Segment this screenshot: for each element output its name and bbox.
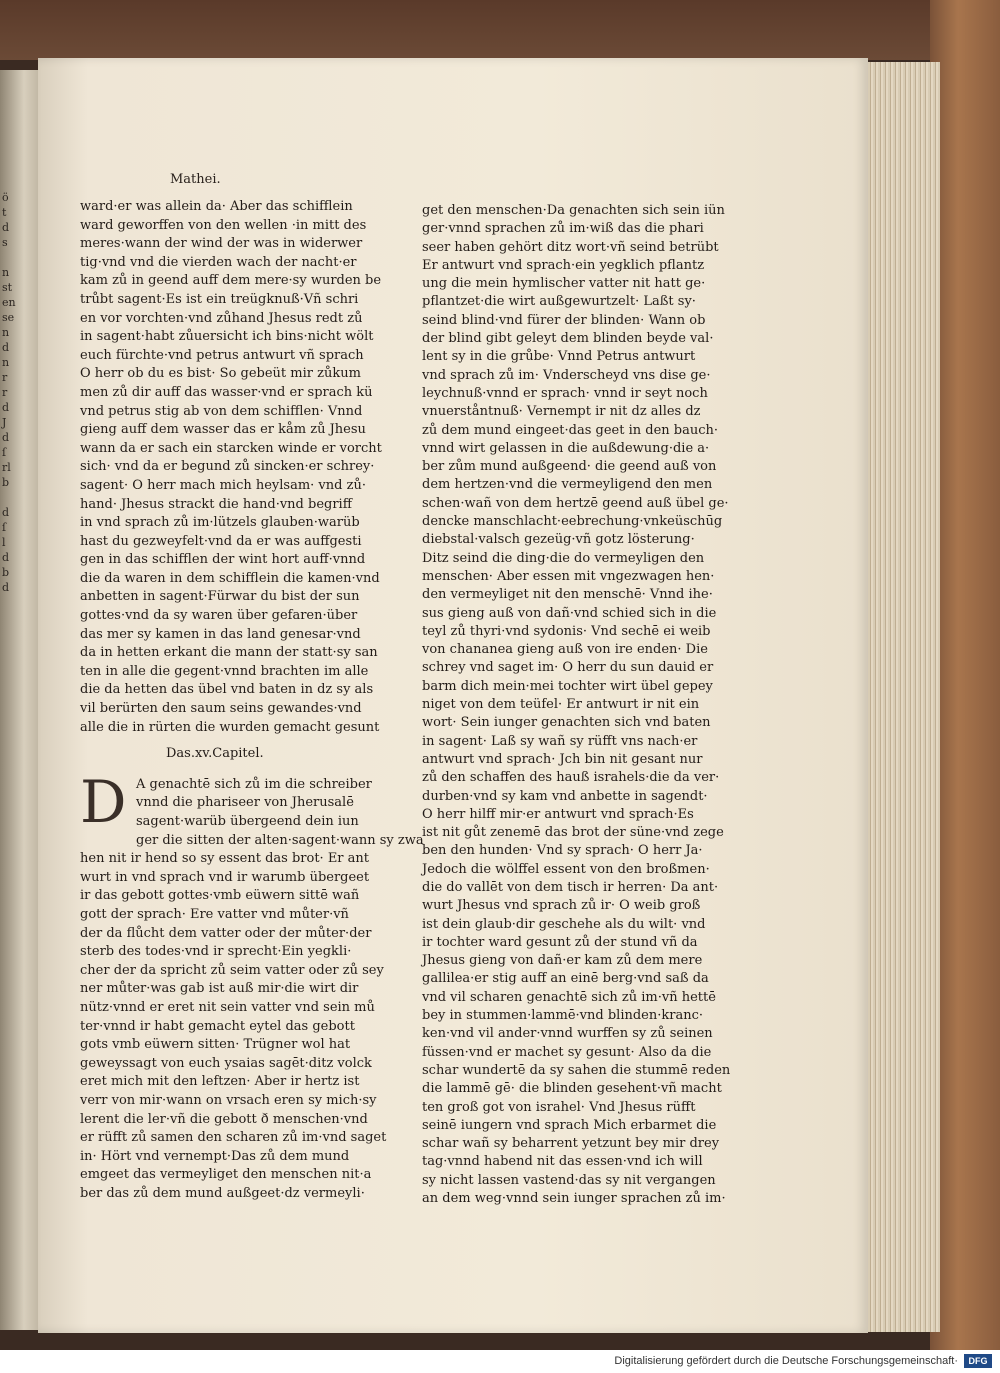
text-line: dencke manschlacht·eebrechung·vnkeüschūg bbox=[422, 514, 723, 530]
text-line: ken·vnd vil ander·vnnd wurffen sy zů seinen bbox=[422, 1026, 713, 1042]
text-line: gen in das schifflen der wint hort auff·vnnd bbox=[80, 552, 366, 568]
text-line: ger die sitten der alten·sagent·wann sy zwa bbox=[136, 832, 424, 848]
text-line: nütz·vnnd er eret nit sein vatter vnd sein mů bbox=[80, 999, 375, 1015]
text-line: hand· Jhesus strackt die hand·vnd begriff bbox=[80, 496, 352, 512]
text-line: der blind gibt geleyt dem blinden beyde val· bbox=[422, 331, 714, 347]
text-line: gott der sprach· Ere vatter vnd můter·vñ bbox=[80, 906, 349, 922]
text-line: lent sy in die grůbe· Vnnd Petrus antwurt bbox=[422, 349, 696, 365]
text-line: ger·vnnd sprachen zů im·wiß das die phari bbox=[422, 221, 704, 237]
text-line: wurt in vnd sprach vnd ir warumb übergeet bbox=[80, 869, 370, 885]
text-line: antwurt vnd sprach· Jch bin nit gesant nur bbox=[422, 751, 703, 767]
text-line: ber zům mund außgeend· die geend auß von bbox=[422, 459, 717, 475]
text-line: dem hertzen·vnd die vermeyligend den men bbox=[422, 477, 713, 493]
text-line: hast du gezweyfelt·vnd da er was auffgesti bbox=[80, 533, 362, 549]
text-line: vnd sprach zů im· Vnderscheyd vns dise ge· bbox=[422, 367, 711, 383]
text-line: tig·vnd vnd die vierden wach der nacht·er bbox=[80, 254, 357, 270]
text-line: ir tochter ward gesunt zů der stund vñ da bbox=[422, 934, 698, 950]
text-line: gallilea·er stig auff an einē berg·vnd saß da bbox=[422, 971, 709, 987]
text-line: wurt Jhesus vnd sprach zů ir· O weib groß bbox=[422, 898, 701, 914]
text-line: die lammē gē· die blinden gesehent·vñ macht bbox=[422, 1081, 722, 1097]
text-line: wort· Sein iunger genachten sich vnd baten bbox=[422, 715, 711, 731]
text-line: vnuerståntnuß· Vernempt ir nit dz alles dz bbox=[422, 404, 701, 420]
text-line: zů den schaffen des hauß israhels·die da ver· bbox=[422, 770, 720, 786]
text-line: trůbt sagent·Es ist ein treügknuß·Vñ schri bbox=[80, 291, 359, 307]
text-line: A genachtē sich zů im die schreiber bbox=[136, 776, 372, 792]
text-line: cher der da spricht zů seim vatter oder zů sey bbox=[80, 962, 384, 978]
chapter-heading: Das.xv.Capitel. bbox=[166, 746, 264, 762]
text-line: en vor vorchten·vnd zůhand Jhesus redt zů bbox=[80, 310, 363, 326]
facing-page bbox=[0, 70, 40, 1330]
text-line: euch fürchte·vnd petrus antwurt vñ sprach bbox=[80, 347, 364, 363]
text-line: gieng auff dem wasser das er kåm zů Jhesu bbox=[80, 422, 366, 438]
text-line: ward geworffen von den wellen ·in mitt des bbox=[80, 217, 367, 233]
text-line: sus gieng auß von dañ·vnd schied sich in die bbox=[422, 605, 717, 621]
text-line: in vnd sprach zů im·lützels glauben·warüb bbox=[80, 515, 360, 531]
text-line: sy nicht lassen vastend·das sy nit vergangen bbox=[422, 1172, 716, 1188]
text-line: die da waren in dem schifflein die kamen·vnd bbox=[80, 570, 380, 586]
left-column-text-1 bbox=[80, 198, 382, 737]
text-line: teyl zů thyri·vnd sydonis· Vnd sechē ei weib bbox=[422, 623, 711, 639]
text-line: den vermeyliget nit den menschē· Vnnd ihe· bbox=[422, 587, 713, 603]
text-line: die da hetten das übel vnd baten in dz sy als bbox=[80, 682, 374, 698]
text-line: ter·vnnd ir habt gemacht eytel das gebott bbox=[80, 1018, 355, 1034]
text-line: Ditz seind die ding·die do vermeyligen den bbox=[422, 550, 705, 566]
text-line: durben·vnd sy kam vnd anbette in sagendt· bbox=[422, 788, 708, 804]
text-line: Jedoch die wölffel essent von den broßmen· bbox=[422, 861, 710, 877]
text-line: eret mich mit den leftzen· Aber ir hertz ist bbox=[80, 1074, 360, 1090]
page-edges bbox=[858, 62, 940, 1332]
text-line: seinē iungern vnd sprach Mich erbarmet die bbox=[422, 1117, 717, 1133]
text-line: in sagent·habt zůuersicht ich bins·nicht wölt bbox=[80, 329, 374, 345]
text-line: die do vallēt von dem tisch ir herren· Da ant· bbox=[422, 879, 719, 895]
text-line: sagent·warüb übergeend dein iun bbox=[136, 814, 359, 829]
text-line: alle die in rürten die wurden gemacht gesunt bbox=[80, 719, 380, 735]
right-column-text bbox=[422, 202, 731, 1208]
text-line: geweyssagt von euch ysaias sagēt·ditz volck bbox=[80, 1055, 372, 1071]
text-line: der da flůcht dem vatter oder der můter·der bbox=[80, 925, 372, 941]
text-line: schar wundertē da sy sahen die stummē reden bbox=[422, 1062, 731, 1078]
text-line: ir das gebott gottes·vmb eüwern sittē wañ bbox=[80, 888, 360, 904]
text-line: ung die mein hymlischer vatter nit hatt ge· bbox=[422, 276, 706, 292]
text-line: seind blind·vnd fürer der blinden· Wann ob bbox=[422, 312, 706, 328]
text-line: ist nit gůt zenemē das brot der süne·vnd zege bbox=[422, 825, 724, 841]
footer-bar bbox=[0, 1350, 1000, 1373]
text-line: an dem weg·vnnd sein iunger sprachen zů im· bbox=[422, 1191, 726, 1207]
text-line: vnd vil scharen genachtē sich zů im·vñ hettē bbox=[422, 989, 716, 1005]
text-line: sagent· O herr mach mich heylsam· vnd zů· bbox=[80, 477, 366, 493]
left-column-text-2 bbox=[80, 767, 424, 1204]
text-line: meres·wann der wind der was in widerwer bbox=[80, 236, 363, 252]
text-line: emgeet das vermeyliget den menschen nit·a bbox=[80, 1167, 372, 1183]
text-line: vnnd die phariseer von Jherusalē bbox=[136, 795, 354, 811]
text-line: leychnuß·vnnd er sprach· vnnd ir seyt noch bbox=[422, 385, 708, 401]
text-line: in sagent· Laß sy wañ sy rüfft vns nach·er bbox=[422, 733, 698, 749]
text-line: anbetten in sagent·Fürwar du bist der sun bbox=[80, 589, 360, 605]
text-line: das mer sy kamen in das land genesar·vnd bbox=[80, 626, 361, 642]
text-line: vnnd wirt gelassen in die außdewung·die a· bbox=[422, 440, 710, 456]
text-line: lerent die ler·vñ die gebott ð menschen·vnd bbox=[80, 1111, 368, 1127]
text-line: er rüfft zů samen den scharen zů im·vnd saget bbox=[80, 1130, 387, 1146]
footer-credit: Digitalisierung gefördert durch die Deutsche Forschungsgemeinschaft· bbox=[614, 1355, 958, 1367]
text-line: tag·vnnd habend nit das essen·vnd ich will bbox=[422, 1154, 703, 1170]
dfg-logo: DFG bbox=[964, 1354, 992, 1368]
text-line: sterb des todes·vnd ir sprecht·Ein yegkli· bbox=[80, 944, 352, 960]
text-line: zů dem mund eingeet·das geet in den bauch· bbox=[422, 422, 718, 438]
text-line: bey in stummen·lammē·vnd blinden·kranc· bbox=[422, 1008, 703, 1024]
text-line: ber das zů dem mund außgeet·dz vermeyli· bbox=[80, 1185, 365, 1201]
text-line: men zů dir auff das wasser·vnd er sprach kü bbox=[80, 384, 373, 400]
left-column bbox=[80, 198, 424, 1203]
chapter-body bbox=[80, 767, 424, 1204]
text-line: gots vmb eüwern sitten· Trügner wol hat bbox=[80, 1037, 351, 1053]
text-line: O herr hilff mir·er antwurt vnd sprach·Es bbox=[422, 806, 694, 822]
initial-letter: D bbox=[80, 767, 127, 836]
text-line: füssen·vnd er machet sy gesunt· Also da die bbox=[422, 1044, 712, 1060]
text-line: wann da er sach ein starcken winde er vorcht bbox=[80, 440, 382, 456]
text-line: schrey vnd saget im· O herr du sun dauid er bbox=[422, 660, 714, 676]
text-line: in· Hört vnd vernempt·Das zů dem mund bbox=[80, 1148, 350, 1164]
text-line: gottes·vnd da sy waren über gefaren·über bbox=[80, 608, 358, 624]
text-line: menschen· Aber essen mit vngezwagen hen· bbox=[422, 568, 715, 584]
text-line: seer haben gehört ditz wort·vñ seind betrübt bbox=[422, 239, 719, 255]
text-line: kam zů in geend auff dem mere·sy wurden be bbox=[80, 273, 382, 289]
facing-page-text: ö t d s n st en se n d n r r d J d ſ rl b d ſ l d b d bbox=[2, 191, 16, 594]
text-line: sich· vnd da er begund zů sincken·er schrey· bbox=[80, 459, 375, 475]
right-column bbox=[422, 202, 731, 1208]
text-line: Jhesus gieng von dañ·er kam zů dem mere bbox=[422, 953, 703, 969]
text-line: da in hetten erkant die mann der statt·sy san bbox=[80, 645, 378, 661]
text-line: ten groß got von israhel· Vnd Jhesus rüfft bbox=[422, 1099, 696, 1115]
running-head: Mathei. bbox=[170, 172, 221, 187]
text-line: ward·er was allein da· Aber das schifflein bbox=[80, 199, 353, 214]
text-line: schar wañ sy beharrent yetzunt bey mir drey bbox=[422, 1136, 720, 1152]
text-line: vnd petrus stig ab von dem schifflen· Vnnd bbox=[80, 403, 363, 419]
text-line: ner můter·was gab ist auß mir·die wirt dir bbox=[80, 981, 359, 997]
text-line: pflantzet·die wirt außgewurtzelt· Laßt sy· bbox=[422, 294, 696, 310]
text-line: schen·wañ von dem hertzē geend auß übel ge· bbox=[422, 495, 729, 511]
text-line: vil berürten den saum seins gewandes·vnd bbox=[80, 701, 362, 717]
book-cover-top bbox=[0, 0, 1000, 60]
text-line: verr von mir·wann on vrsach eren sy mich·sy bbox=[80, 1092, 377, 1108]
text-line: ben den hunden· Vnd sy sprach· O herr Ja· bbox=[422, 843, 703, 859]
text-line: get den menschen·Da genachten sich sein iün bbox=[422, 203, 725, 218]
text-line: Er antwurt vnd sprach·ein yegklich pflantz bbox=[422, 257, 705, 273]
text-line: von chananea gieng auß von ire enden· Die bbox=[422, 642, 708, 658]
text-line: ist dein glaub·dir geschehe als du wilt· vnd bbox=[422, 916, 706, 932]
text-line: hen nit ir hend so sy essent das brot· Er ant bbox=[80, 851, 370, 867]
text-line: O herr ob du es bist· So gebeüt mir zůkum bbox=[80, 366, 361, 382]
text-line: barm dich mein·mei tochter wirt übel gepey bbox=[422, 678, 713, 694]
text-line: diebstal·valsch gezeüg·vñ gotz lösterung· bbox=[422, 532, 695, 548]
book-cover-right bbox=[930, 0, 1000, 1350]
text-line: ten in alle die gegent·vnnd brachten im alle bbox=[80, 663, 369, 679]
text-line: niget von dem teüfel· Er antwurt ir nit ein bbox=[422, 697, 700, 713]
